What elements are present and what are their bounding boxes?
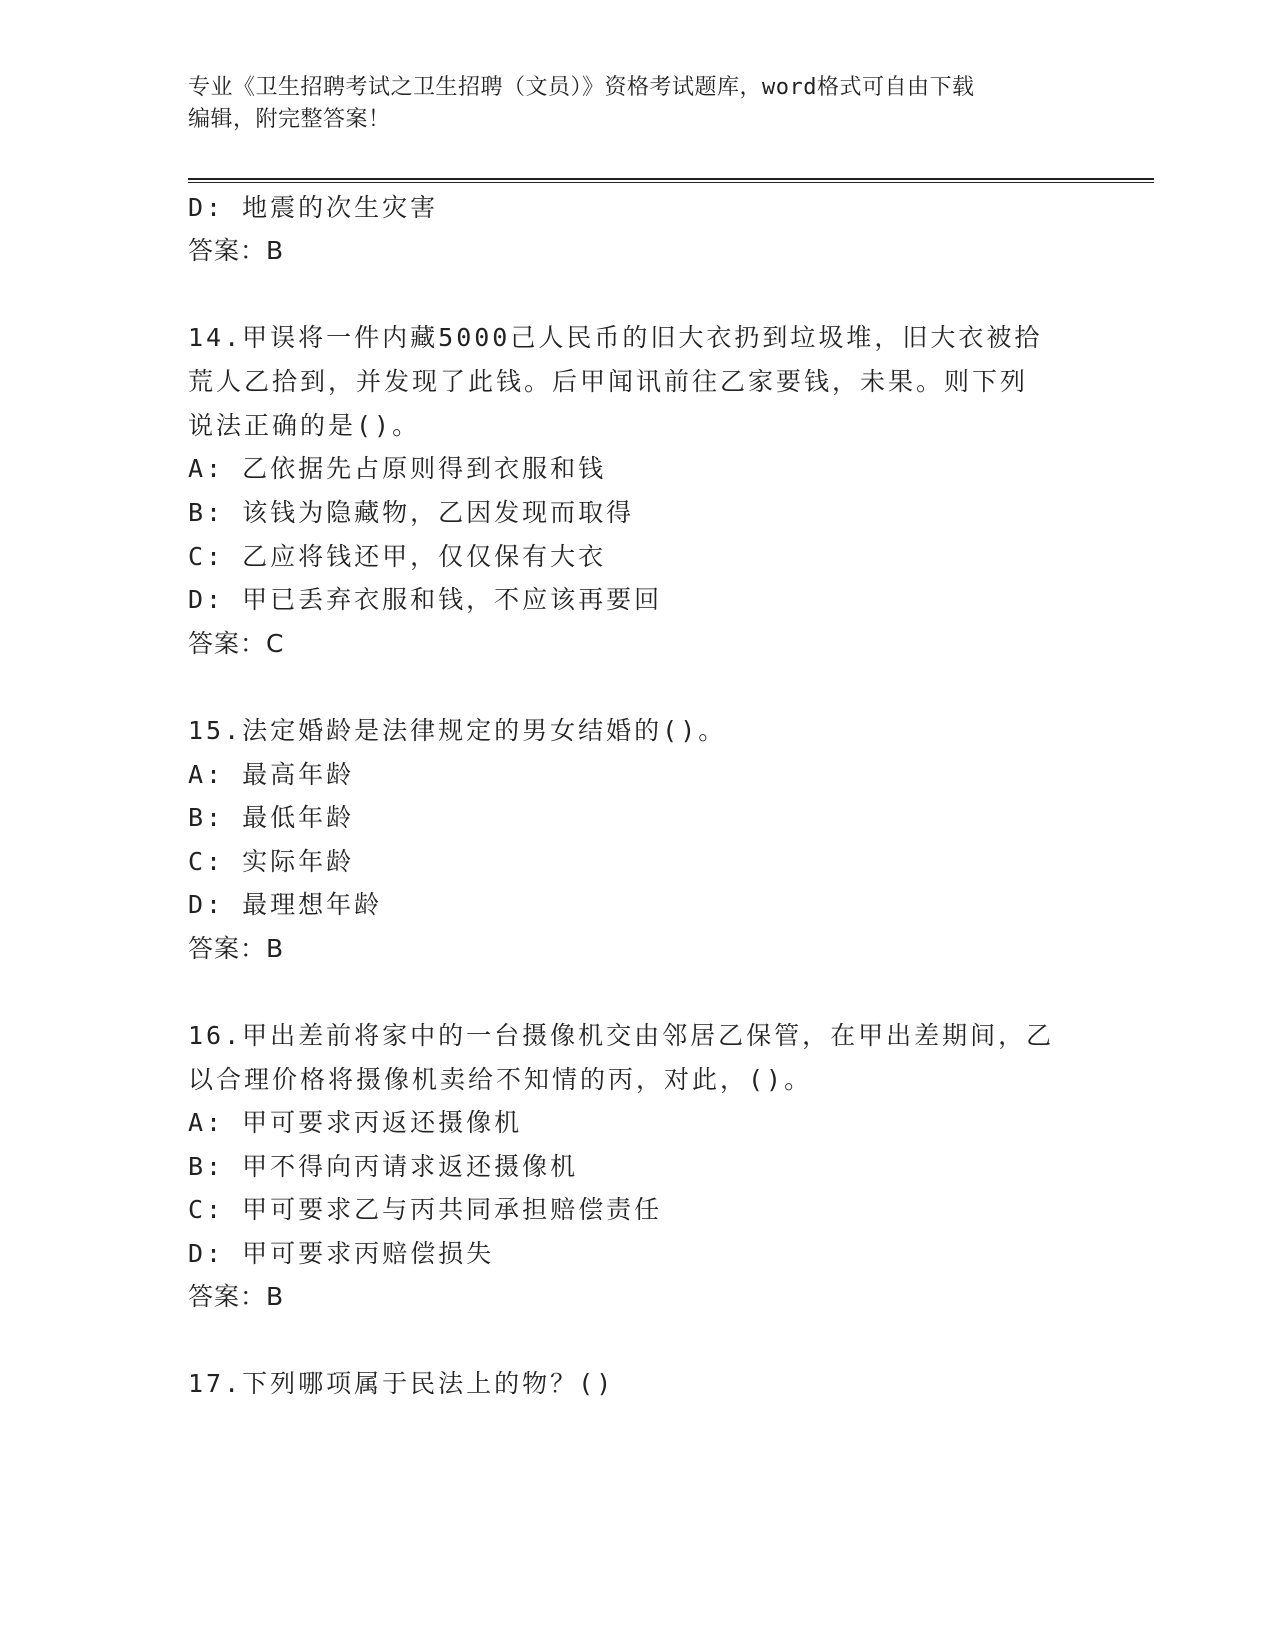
- q16-option-d: D: 甲可要求丙赔偿损失: [188, 1239, 495, 1268]
- q15-answer: 答案：B: [188, 934, 285, 963]
- q16-option-b: B: 甲不得向丙请求返还摄像机: [188, 1152, 579, 1181]
- q14-option-a: A: 乙依据先占原则得到衣服和钱: [188, 454, 607, 483]
- q15-stem-line-1: 15.法定婚龄是法律规定的男女结婚的()。: [188, 716, 727, 745]
- q14-option-d: D: 甲已丢弃衣服和钱，不应该再要回: [188, 585, 663, 614]
- header-line-2: 编辑，附完整答案！: [188, 107, 391, 132]
- q16-answer: 答案：B: [188, 1282, 285, 1311]
- header-line-1: 专业《卫生招聘考试之卫生招聘（文员）》资格考试题库，word格式可自由下载: [188, 75, 975, 100]
- q17-stem-line-1: 17.下列哪项属于民法上的物？(): [188, 1369, 615, 1398]
- q15-option-a: A: 最高年龄: [188, 760, 355, 789]
- prev-answer: 答案：B: [188, 236, 285, 265]
- header-divider: [188, 178, 1154, 183]
- q16-stem-line-2: 以合理价格将摄像机卖给不知情的丙，对此，()。: [188, 1065, 813, 1094]
- q14-stem-line-2: 荒人乙拾到，并发现了此钱。后甲闻讯前往乙家要钱，未果。则下列: [188, 367, 1029, 396]
- q14-stem-line-3: 说法正确的是()。: [188, 411, 421, 440]
- document-header: [188, 72, 1088, 136]
- q14-answer: 答案：C: [188, 629, 285, 658]
- q15-option-d: D: 最理想年龄: [188, 890, 383, 919]
- q15-option-c: C: 实际年龄: [188, 847, 355, 876]
- q14-option-b: B: 该钱为隐藏物，乙因发现而取得: [188, 498, 635, 527]
- q16-option-c: C: 甲可要求乙与丙共同承担赔偿责任: [188, 1195, 663, 1224]
- prev-option-d: D: 地震的次生灾害: [188, 193, 439, 222]
- q15-option-b: B: 最低年龄: [188, 803, 355, 832]
- q14-option-c: C: 乙应将钱还甲，仅仅保有大衣: [188, 542, 607, 571]
- q16-stem-line-1: 16.甲出差前将家中的一台摄像机交由邻居乙保管，在甲出差期间，乙: [188, 1021, 1055, 1050]
- q16-option-a: A: 甲可要求丙返还摄像机: [188, 1108, 523, 1137]
- q14-stem-line-1: 14.甲误将一件内藏5000己人民币的旧大衣扔到垃圾堆，旧大衣被拾: [188, 323, 1043, 352]
